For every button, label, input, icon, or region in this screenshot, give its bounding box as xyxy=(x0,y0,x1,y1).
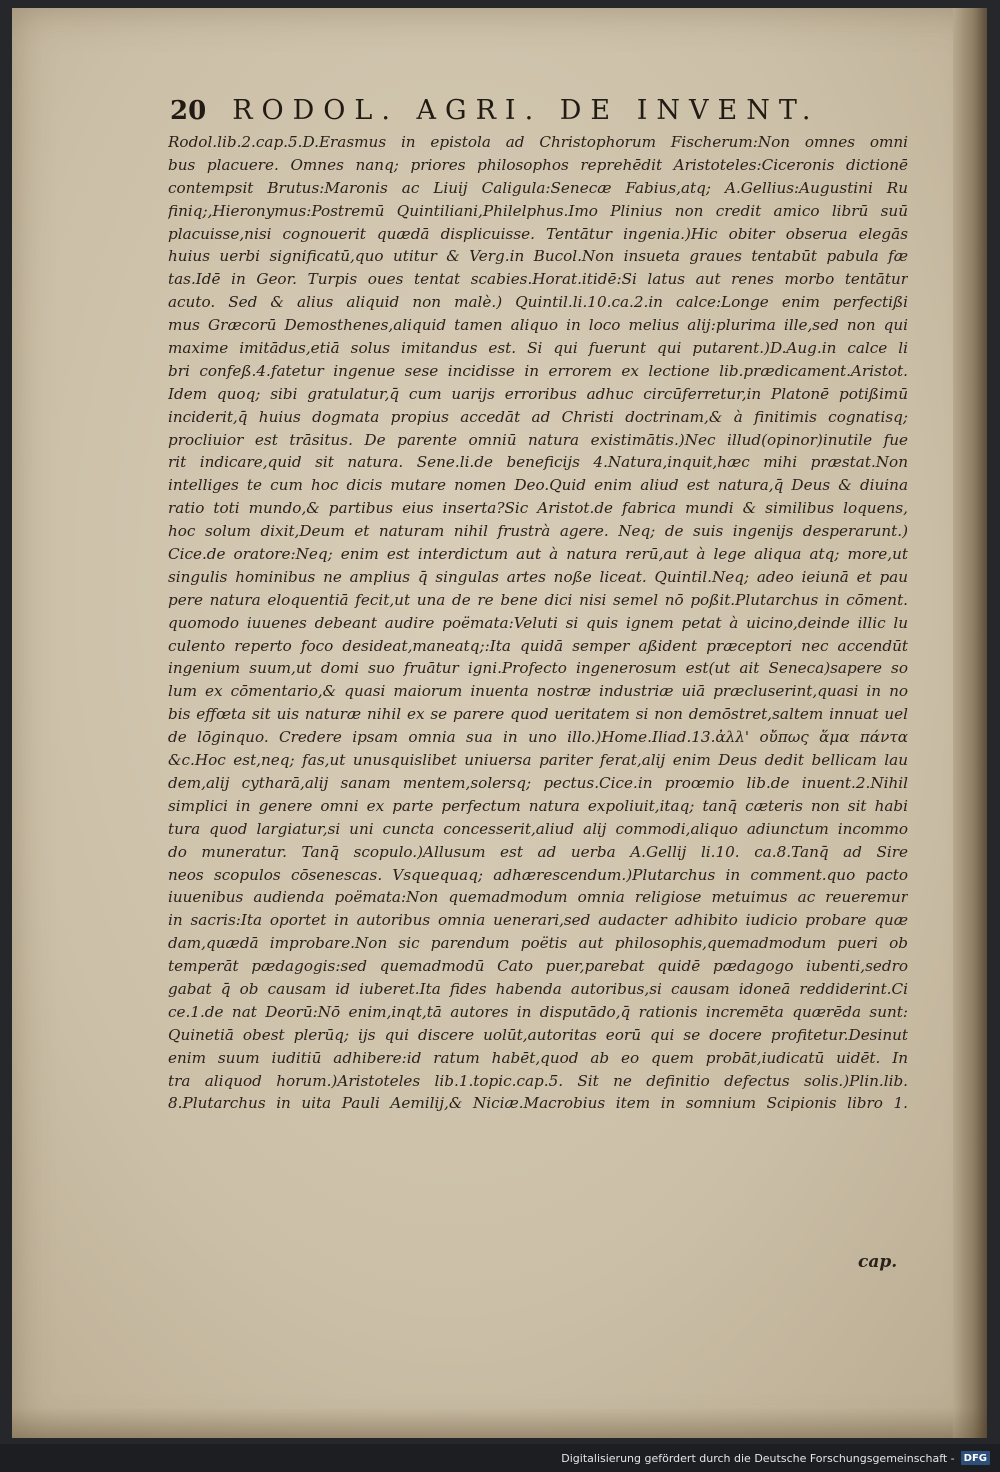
text-line: &c.Hoc est,neq; fas,ut unusquislibet uniuersa pariter ferat,alij enim Deus dedit bellicam lau xyxy=(168,751,908,770)
text-line: temperāt pædagogis:sed quemadmodū Cato puer,parebat quidē pædagogo iubenti,sedro xyxy=(168,957,908,976)
text-line: pere natura eloquentiā fecit,ut una de re bene dici nisi semel nō poßit.Plutarchus in cōment. xyxy=(168,590,908,609)
text-line: hoc solum dixit,Deum et naturam nihil frustrà agere. Neq; de suis ingenijs desperarunt.) xyxy=(168,522,908,541)
text-line: mus Græcorū Demosthenes,aliquid tamen aliquo in loco melius alij:plurima ille,sed non qui xyxy=(168,316,908,335)
text-line: Rodol.lib.2.cap.5.D.Erasmus in epistola ad Christophorum Fischerum:Non omnes omni xyxy=(168,133,908,151)
text-line: Idem quoq; sibi gratulatur,q̄ cum uarijs erroribus adhuc circūferretur,in Platonē potißimū xyxy=(168,384,908,403)
page-edge xyxy=(953,8,987,1438)
text-line: finiq;,Hieronymus:Postremū Quintiliani,Philelphus.Imo Plinius non credit amico librū suū xyxy=(168,201,908,220)
text-line: procliuior est trāsitus. De parente omniū natura existimātis.)Nec illud(opinor)inutile fue xyxy=(168,430,908,449)
text-line: Cice.de oratore:Neq; enim est interdictum aut à natura rerū,aut à lege aliqua atq; more,ut xyxy=(168,545,908,564)
text-line: bri confeß.4.fatetur ingenue sese incidisse in errorem ex lectione lib.prædicament.Aristot. xyxy=(168,361,908,380)
text-line: placuisse,nisi cognouerit quædā displicuisse. Tentātur ingenia.)Hic obiter obserua elegās xyxy=(168,224,908,243)
text-line: simplici in genere omni ex parte perfectum natura expoliuit,itaq; tanq̄ cæteris non sit habi xyxy=(168,796,908,815)
text-line: intelliges te cum hoc dicis mutare nomen Deo.Quid enim aliud est natura,q̄ Deus & diuina xyxy=(168,476,908,495)
text-line: enim suum iuditiū adhibere:id ratum habēt,quod ab eo quem probāt,iudicatū uidēt. In xyxy=(168,1048,908,1067)
text-line: de lōginquo. Credere ipsam omnia sua in uno illo.)Home.Iliad.13.ἀλλ' οὔπως ἅμα πάντα xyxy=(168,728,908,747)
main-text xyxy=(168,131,908,1115)
text-line: acuto. Sed & alius aliquid non malè.) Quintil.li.10.ca.2.in calce:Longe enim perfectißi xyxy=(168,293,908,312)
dfg-logo: DFG xyxy=(961,1451,990,1465)
text-line: neos scopulos cōsenescas. Vsquequaq; adhærescendum.)Plutarchus in comment.quo pacto xyxy=(168,865,908,884)
text-line: bus placuere. Omnes nanq; priores philosophos reprehēdit Aristoteles:Ciceronis dictionē xyxy=(168,155,908,174)
text-line: rit indicare,quid sit natura. Sene.li.de beneficijs 4.Natura,inquit,hæc mihi præstat.Non xyxy=(168,453,908,472)
text-line: tura quod largiatur,si uni cuncta concesserit,aliud alij commodi,aliquo adiunctum incommo xyxy=(168,819,908,838)
text-line: lum ex cōmentario,& quasi maiorum inuenta nostræ industriæ uiā præcluserint,quasi in no xyxy=(168,682,908,701)
text-line: huius uerbi significatū,quo utitur & Verg.in Bucol.Non insueta graues tentabūt pabula fæ xyxy=(168,247,908,266)
text-line: dem,alij cytharā,alij sanam mentem,solersq; pectus.Cice.in proœmio lib.de inuent.2.Nihil xyxy=(168,773,908,792)
text-line: do muneratur. Tanq̄ scopulo.)Allusum est ad uerba A.Gellij li.10. ca.8.Tanq̄ ad Sire xyxy=(168,842,908,861)
text-line: quomodo iuuenes debeant audire poëmata:Veluti si quis ignem petat à uicino,deinde illic lu xyxy=(168,613,908,632)
text-line: in sacris:Ita oportet in autoribus omnia uenerari,sed audacter adhibito iudicio probare quæ xyxy=(168,911,908,930)
text-line: bis effœta sit uis naturæ nihil ex se parere quod ueritatem si non demōstret,saltem innuat uel xyxy=(168,705,908,724)
text-line: gabat q̄ ob causam id iuberet.Ita fides habenda autoribus,si causam idoneā reddiderint.Ci xyxy=(168,979,908,998)
text-line: tas.Idē in Geor. Turpis oues tentat scabies.Horat.itidē:Si latus aut renes morbo tentātur xyxy=(168,270,908,289)
text-line: contempsit Brutus:Maronis ac Liuij Caligula:Senecæ Fabius,atq; A.Gellius:Augustini Ru xyxy=(168,178,908,197)
text-line: iuuenibus audienda poëmata:Non quemadmodum omnia religiose metuimus ac reueremur xyxy=(168,888,908,907)
text-line: inciderit,q̄ huius dogmata propius accedāt ad Christi doctrinam,& à finitimis cognatisq; xyxy=(168,407,908,426)
footer-bar xyxy=(0,1444,1000,1472)
text-line: ratio toti mundo,& partibus eius inserta?Sic Aristot.de fabrica mundi & similibus loquens, xyxy=(168,499,908,518)
text-line: singulis hominibus ne amplius q̄ singulas artes noße liceat. Quintil.Neq; adeo ieiunā et pau xyxy=(168,567,908,586)
page-number: 20 xyxy=(170,96,207,126)
text-line: culento reperto foco desideat,maneatq;:Ita quidā semper aßident præceptori nec accendūt xyxy=(168,636,908,655)
page-shadow xyxy=(12,1408,987,1438)
text-line: maxime imitādus,etiā solus imitandus est. Si qui fuerunt qui putarent.)D.Aug.in calce li xyxy=(168,339,908,358)
footer-credit: Digitalisierung gefördert durch die Deutsche Forschungsgemeinschaft - xyxy=(561,1451,955,1465)
text-line: ce.1.de nat Deorū:Nō enim,inqt,tā autores in disputādo,q̄ rationis incremēta quærēda sunt: xyxy=(168,1002,908,1021)
text-line: Quinetiā obest plerūq; ijs qui discere uolūt,autoritas eorū qui se docere profitetur.Desinut xyxy=(168,1025,908,1044)
running-head xyxy=(170,95,870,135)
text-line: dam,quædā improbare.Non sic parendum poëtis aut philosophis,quemadmodum pueri ob xyxy=(168,934,908,953)
text-line: 8.Plutarchus in uita Pauli Aemilij,& Niciæ.Macrobius item in somnium Scipionis libro 1. xyxy=(168,1094,908,1113)
running-title: RODOL. AGRI. DE INVENT. xyxy=(232,95,820,126)
text-line: tra aliquod horum.)Aristoteles lib.1.topic.cap.5. Sit ne definitio defectus solis.)Plin.lib. xyxy=(168,1071,908,1090)
text-line: ingenium suum,ut domi suo fruātur igni.Profecto ingenerosum est(ut ait Seneca)sapere so xyxy=(168,659,908,678)
catchword: cap. xyxy=(858,1252,898,1272)
